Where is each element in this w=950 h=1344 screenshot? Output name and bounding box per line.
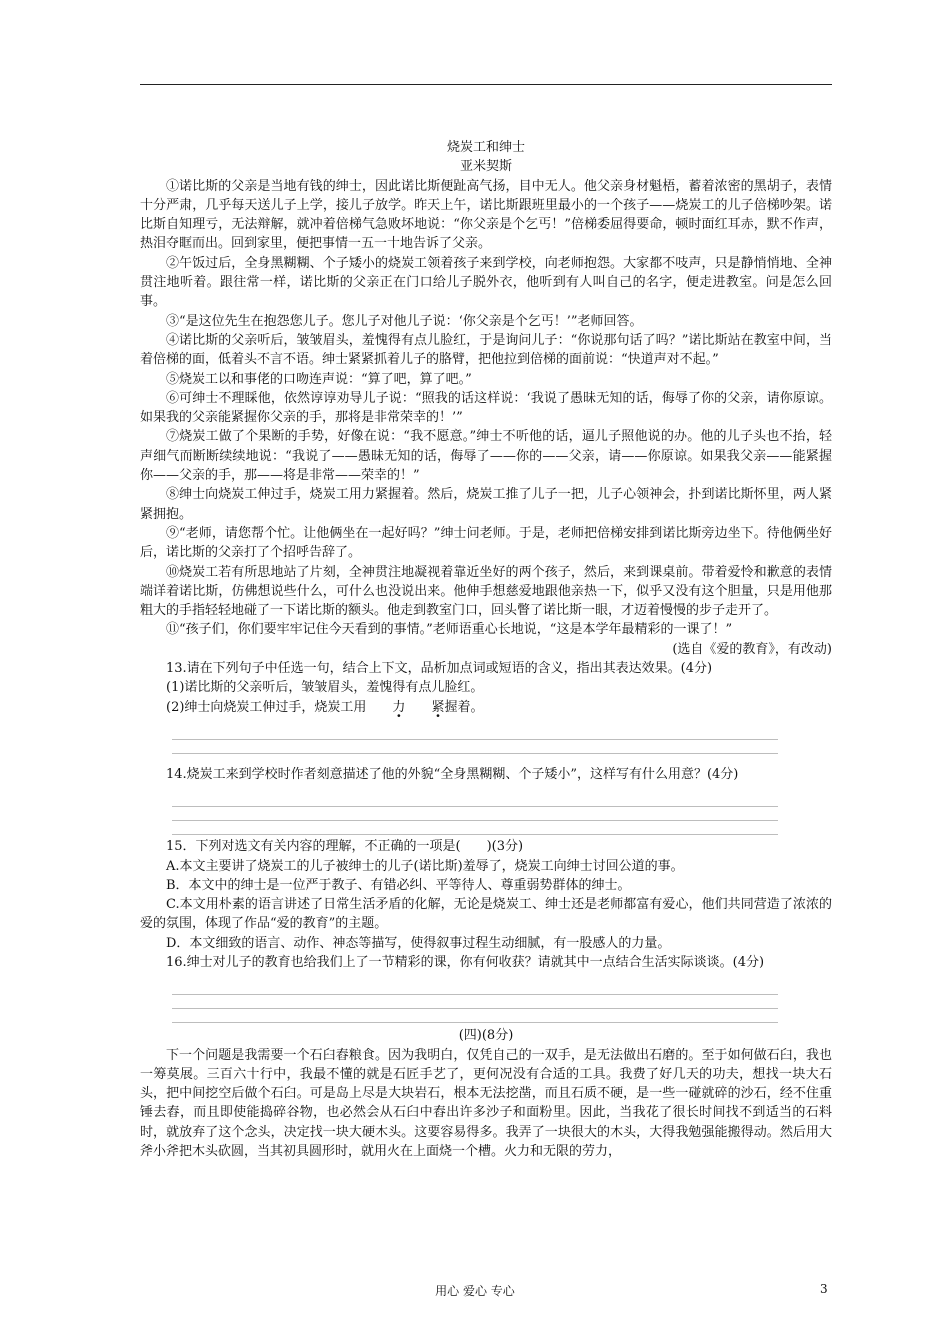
paragraph: ⑩烧炭工若有所思地站了片刻，全神贯注地凝视着靠近坐好的两个孩子，然后，来到课桌前。带着爱怜和歉意的表情端详着诺比斯，仿佛想说些什么，可什么也没说出来。他伸手想慈爱地跟他亲热一下，似乎又没有这个胆量，只是用他那粗大的手指轻轻地碰了一下诺比斯的额头。他走到教室门口，回头瞥了诺比斯一眼，才迈着慢慢的步子走开了。 [140, 564, 832, 619]
q13-s2-after: 握着。 [444, 699, 484, 715]
source-note: (选自《爱的教育》，有改动) [672, 641, 832, 657]
paragraph: ⑨“老师，请您帮个忙。让他俩坐在一起好吗？”绅士问老师。于是，老师把倍梯安排到诺比斯旁边坐下。待他俩坐好后，诺比斯的父亲打了个招呼告辞了。 [140, 525, 832, 561]
paragraph: ⑪“孩子们，你们要牢牢记住今天看到的事情。”老师语重心长地说，“这是本学年最精彩的一课了！” [166, 622, 733, 638]
emphasis-dot-char: 紧 [431, 699, 445, 715]
paragraph: ⑤烧炭工以和事佬的口吻连声说：“算了吧，算了吧。” [166, 371, 472, 387]
header-rule [140, 84, 832, 85]
question-15-option-d: D．本文细致的语言、动作、神态等描写，使得叙事过程生动细腻，有一股感人的力量。 [166, 935, 671, 951]
question-15-stem: 15．下列对选文有关内容的理解，不正确的一项是( )(3分) [166, 839, 524, 855]
section-heading: (四)(8分) [458, 1028, 514, 1044]
footer-motto: 用心 爱心 专心 [435, 1284, 515, 1298]
question-15-option-c: C.本文用朴素的语言讲述了日常生活矛盾的化解，无论是烧炭工、绅士还是老师都富有爱心，他们共同营造了浓浓的爱的氛围，体现了作品“爱的教育”的主题。 [140, 897, 832, 932]
paragraph: ③“是这位先生在抱怨您儿子。您儿子对他儿子说：‘你父亲是个乞丐！’”老师回答。 [166, 313, 643, 329]
paragraph: ⑦烧炭工做了个果断的手势，好像在说：“我不愿意。”绅士不听他的话，逼儿子照他说的办。他的儿子头也不抬，轻声细气而断断续续地说：“我说了——愚昧无知的话，侮辱了——你的——父亲，请——你原谅。如果我父亲——能紧握你——父亲的手，那——将是非常——荣幸的！” [140, 429, 832, 484]
q13-s2-before: (2)绅士向烧炭工伸过手，烧炭工用 [166, 699, 367, 715]
paragraph: ⑥可绅士不理睬他，依然谆谆劝导儿子说：“照我的话这样说：‘我说了愚昧无知的话，侮辱了你的父亲，请你原谅。如果我的父亲能紧握你父亲的手，那将是非常荣幸的！’” [140, 390, 832, 426]
question-13-option-2 [140, 698, 832, 717]
question-13-option-1: (1)诺比斯的父亲听后，皱皱眉头，羞愧得有点儿脸红。 [166, 680, 484, 696]
question-14: 14.烧炭工来到学校时作者刻意描述了他的外貌“全身黑糊糊、个子矮小”，这样写有什么用意？(4分) [166, 766, 739, 782]
paragraph: ④诺比斯的父亲听后，皱皱眉头，羞愧得有点儿脸红，于是询问儿子：“你说那句话了吗？”诺比斯站在教室中间，当着倍梯的面，低着头不言不语。绅士紧紧抓着儿子的胳臂，把他拉到倍梯的面前说：“快道声对不起。” [140, 332, 832, 368]
paragraph: ②午饭过后，全身黑糊糊、个子矮小的烧炭工领着孩子来到学校，向老师抱怨。大家都不吱声，只是静悄悄地、全神贯注地听着。跟往常一样，诺比斯的父亲正在门口给儿子脱外衣，他听到有人叫自己的名字，便走进教室。问是怎么回事。 [140, 255, 832, 310]
question-13-stem: 13.请在下列句子中任选一句，结合上下文，品析加点词或短语的含义，指出其表达效果。(4分) [166, 661, 713, 677]
question-15-option-b: B．本文中的绅士是一位严于教子、有错必纠、平等待人、尊重弱势群体的绅士。 [166, 877, 631, 893]
question-16: 16.绅士对儿子的教育也给我们上了一节精彩的课，你有何收获？请就其中一点结合生活实际谈谈。(4分) [166, 954, 765, 970]
section-4-passage: 下一个问题是我需要一个石臼舂粮食。因为我明白，仅凭自己的一双手，是无法做出石磨的。至于如何做石臼，我也一筹莫展。三百六十行中，我最不懂的就是石匠手艺了，更何况没有合适的工具。我费了好几天的功夫，想找一块大石头，把中间挖空后做个石臼。可是岛上尽是大块岩石，根本无法挖凿，而且石质不硬，是一些一碰就碎的沙石，经不住重锤去舂，而且即使能捣碎谷物，也必然会从石臼中舂出许多沙子和面粉里。因此，当我花了很长时间找不到适当的石料时，就放弃了这个念头，决定找一块大硬木头。这要容易得多。我弄了一块很大的木头，大得我勉强能搬得动。然后用大斧小斧把木头砍圆，当其初具圆形时，就用火在上面烧一个槽。火力和无限的劳力， [140, 1047, 832, 1160]
article-author: 亚米契斯 [459, 159, 512, 175]
emphasis-dot-char: 力 [392, 699, 406, 715]
paragraph: ①诺比斯的父亲是当地有钱的绅士，因此诺比斯便趾高气扬，目中无人。他父亲身材魁梧，蓄着浓密的黑胡子，表情十分严肃，几乎每天送儿子上学，接儿子放学。昨天上午，诺比斯跟班里最小的一个孩子——烧炭工的儿子倍梯吵架。诺比斯自知理亏，无法辩解，就冲着倍梯气急败坏地说：“你父亲是个乞丐！”倍梯委屈得要命，顿时面红耳赤，默不作声，热泪夺眶而出。回到家里，便把事情一五一十地告诉了父亲。 [140, 178, 832, 252]
question-15-option-a: A.本文主要讲了烧炭工的儿子被绅士的儿子(诺比斯)羞辱了，烧炭工向绅士讨回公道的事。 [166, 858, 684, 874]
article-title: 烧炭工和绅士 [446, 140, 525, 155]
page-number: 3 [820, 1282, 828, 1296]
paragraph: ⑧绅士向烧炭工伸过手，烧炭工用力紧握着。然后，烧炭工推了儿子一把，儿子心领神会，扑到诺比斯怀里，两人紧紧拥抱。 [140, 487, 832, 522]
document-body [140, 138, 832, 1161]
